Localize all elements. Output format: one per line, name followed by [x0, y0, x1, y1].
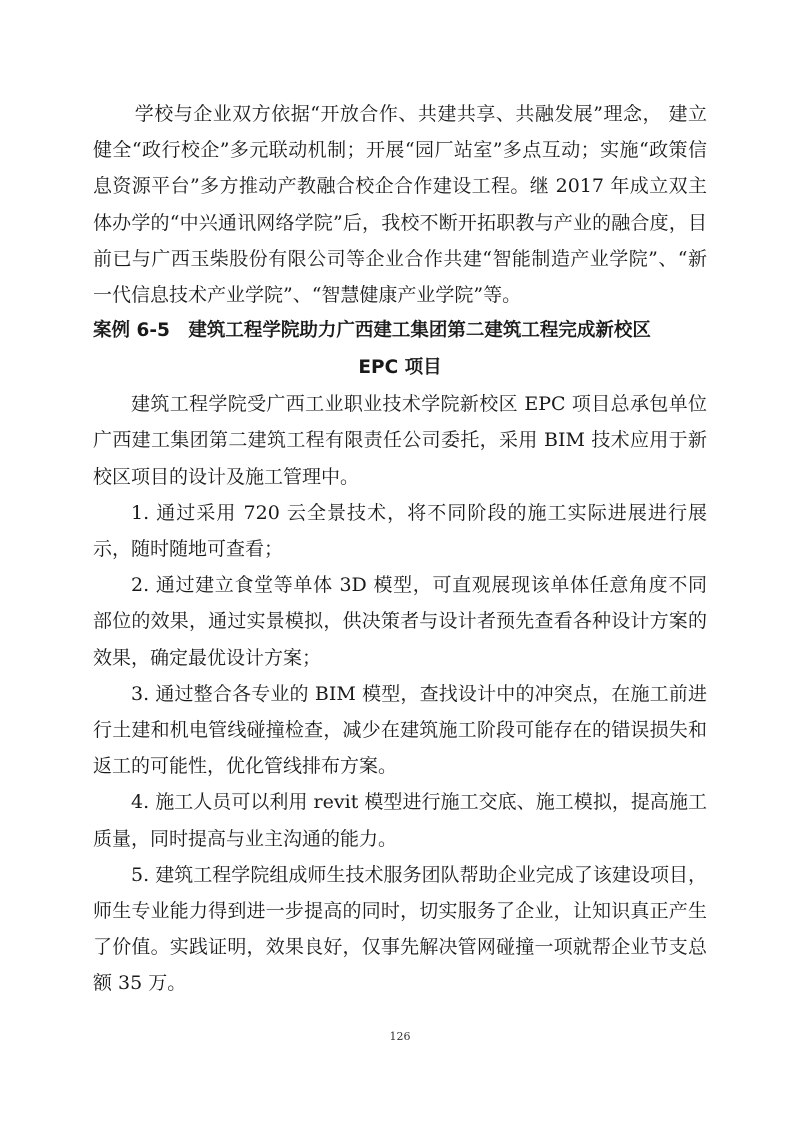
case-heading-line2: EPC 项目 [358, 356, 442, 378]
list-item: 5. 建筑工程学院组成师生技术服务团队帮助企业完成了该建设项目，师生专业能力得到进一步提高的同时，切实服务了企业，让知识真正产生了价值。实践证明，效果良好，仅事先解决管网碰撞一项就帮企业节支总额 35 万。 [93, 863, 707, 995]
case-intro-paragraph: 建筑工程学院受广西工业职业技术学院新校区 EPC 项目总承包单位广西建工集团第二建筑工程有限责任公司委托，采用 BIM 技术应用于新校区项目的设计及施工管理中。 [93, 393, 707, 488]
list-item: 2. 通过建立食堂等单体 3D 模型，可直观展现该单体任意角度不同部位的效果，通过实景模拟，供决策者与设计者预先查看各种设计方案的效果，确定最优设计方案； [93, 574, 707, 669]
list-item: 1. 通过采用 720 云全景技术，将不同阶段的施工实际进展进行展示，随时随地可查看； [93, 501, 707, 561]
intro-paragraph: 学校与企业双方依据“开放合作、共建共享、共融发展”理念， 建立健全“政行校企”多元联动机制；开展“园厂站室”多点互动；实施“政策信息资源平台”多方推动产教融合校企合作建设工程。继 2017 年成立双主体办学的“中兴通讯网络学院”后，我校不断开拓职教与产业的融合度，目前已与广西玉柴股份有限公司等企业合作共建“智能制造产业学院”、“新一代信息技术产业学院”、“智慧健康产业学院”等。 [93, 103, 707, 307]
list-item: 3. 通过整合各专业的 BIM 模型，查找设计中的冲突点，在施工前进行土建和机电管线碰撞检查，减少在建筑施工阶段可能存在的错误损失和返工的可能性，优化管线排布方案。 [93, 682, 707, 778]
page-number: 126 [389, 1030, 411, 1043]
document-body [93, 96, 707, 1002]
case-heading-line1: 案例 6-5 建筑工程学院助力广西建工集团第二建筑工程完成新校区 [93, 320, 651, 342]
list-item: 4. 施工人员可以利用 revit 模型进行施工交底、施工模拟，提高施工质量，同时提高与业主沟通的能力。 [93, 791, 707, 850]
case-heading [93, 313, 707, 386]
